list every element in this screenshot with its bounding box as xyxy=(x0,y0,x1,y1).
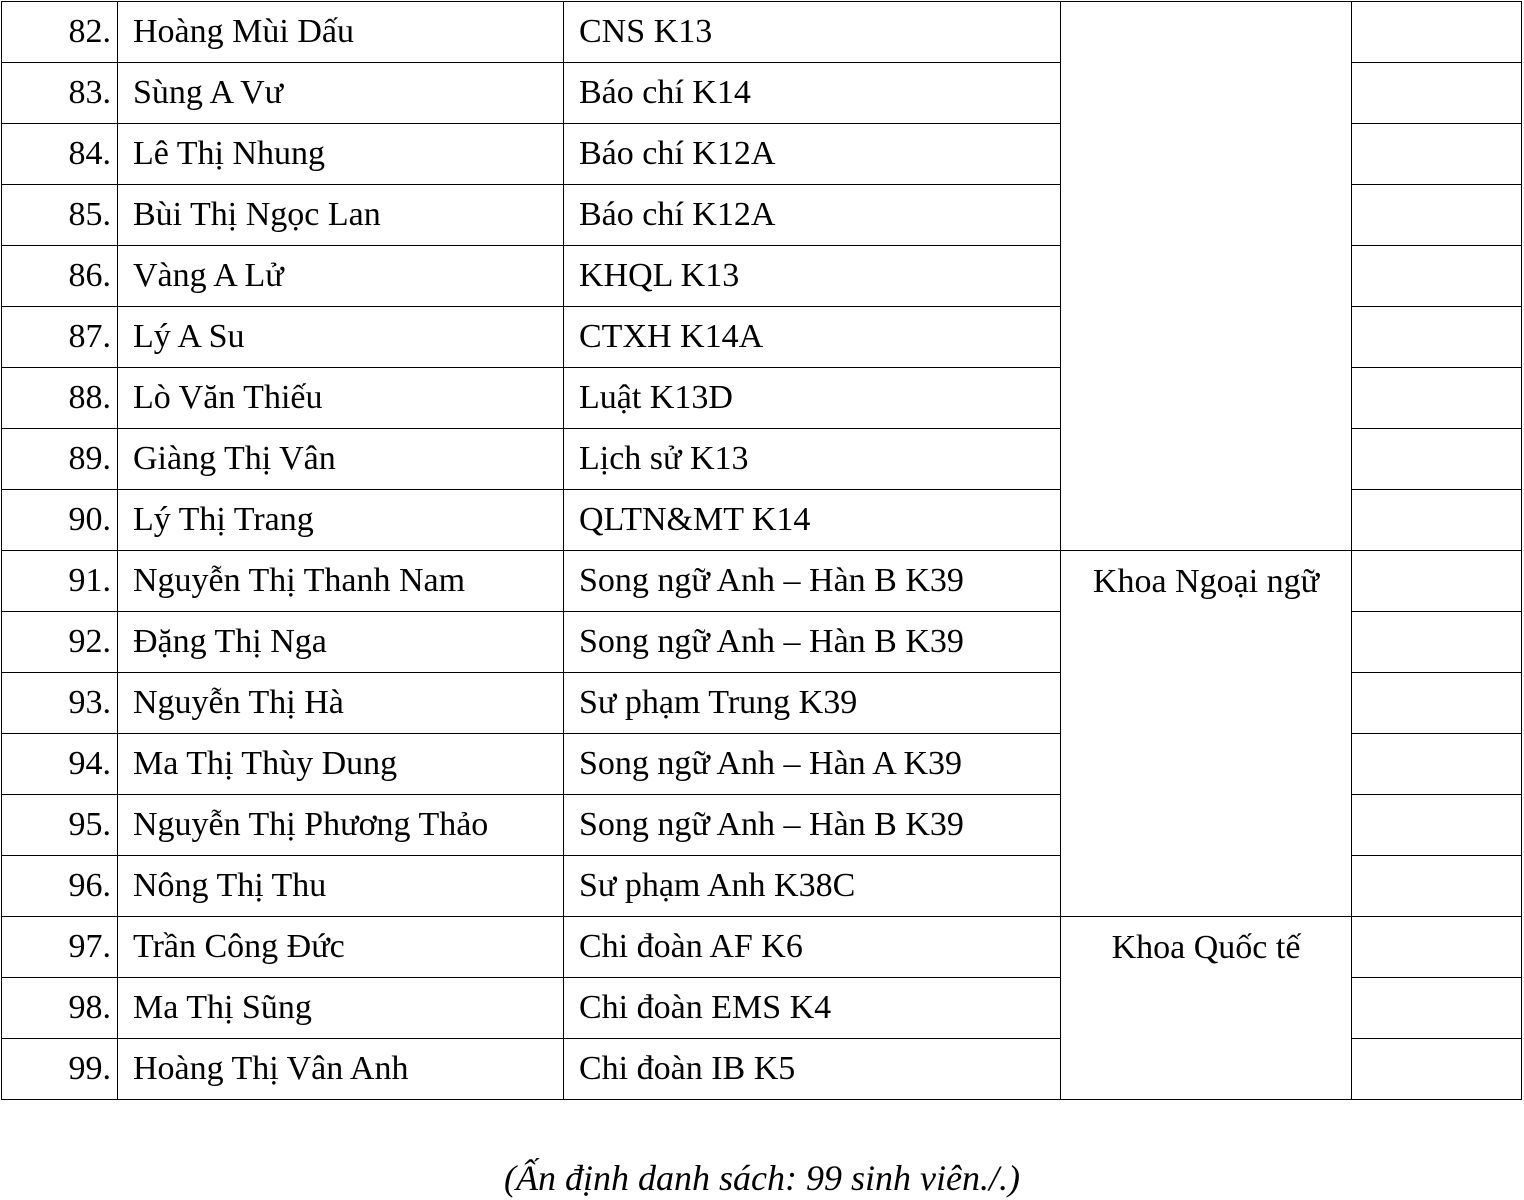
row-number: 83. xyxy=(2,63,118,124)
row-number: 99. xyxy=(2,1039,118,1100)
student-name: Vàng A Lử xyxy=(118,246,564,307)
unit-international: Khoa Quốc tế xyxy=(1061,917,1352,1100)
student-name: Ma Thị Thùy Dung xyxy=(118,734,564,795)
note-cell xyxy=(1352,307,1522,368)
class-name: Sư phạm Trung K39 xyxy=(564,673,1061,734)
note-cell xyxy=(1352,185,1522,246)
note-cell xyxy=(1352,673,1522,734)
row-number: 88. xyxy=(2,368,118,429)
note-cell xyxy=(1352,63,1522,124)
row-number: 86. xyxy=(2,246,118,307)
table-row xyxy=(2,551,1522,612)
row-number: 97. xyxy=(2,917,118,978)
row-number: 89. xyxy=(2,429,118,490)
student-name: Nguyễn Thị Hà xyxy=(118,673,564,734)
class-name: Sư phạm Anh K38C xyxy=(564,856,1061,917)
note-cell xyxy=(1352,917,1522,978)
class-name: Song ngữ Anh – Hàn A K39 xyxy=(564,734,1061,795)
row-number: 85. xyxy=(2,185,118,246)
student-name: Bùi Thị Ngọc Lan xyxy=(118,185,564,246)
note-cell xyxy=(1352,2,1522,63)
class-name: CNS K13 xyxy=(564,2,1061,63)
row-number: 96. xyxy=(2,856,118,917)
row-number: 92. xyxy=(2,612,118,673)
class-name: Song ngữ Anh – Hàn B K39 xyxy=(564,612,1061,673)
table-row xyxy=(2,2,1522,63)
student-name: Nguyễn Thị Phương Thảo xyxy=(118,795,564,856)
note-cell xyxy=(1352,246,1522,307)
student-name: Nguyễn Thị Thanh Nam xyxy=(118,551,564,612)
student-name: Nông Thị Thu xyxy=(118,856,564,917)
student-name: Lò Văn Thiếu xyxy=(118,368,564,429)
student-name: Sùng A Vư xyxy=(118,63,564,124)
class-name: QLTN&MT K14 xyxy=(564,490,1061,551)
note-cell xyxy=(1352,429,1522,490)
note-cell xyxy=(1352,795,1522,856)
class-name: Song ngữ Anh – Hàn B K39 xyxy=(564,795,1061,856)
row-number: 87. xyxy=(2,307,118,368)
row-number: 98. xyxy=(2,978,118,1039)
student-name: Giàng Thị Vân xyxy=(118,429,564,490)
class-name: CTXH K14A xyxy=(564,307,1061,368)
student-name: Hoàng Mùi Dấu xyxy=(118,2,564,63)
unit-foreign-languages: Khoa Ngoại ngữ xyxy=(1061,551,1352,917)
student-name: Lý A Su xyxy=(118,307,564,368)
row-number: 84. xyxy=(2,124,118,185)
class-name: Báo chí K14 xyxy=(564,63,1061,124)
note-cell xyxy=(1352,124,1522,185)
row-number: 91. xyxy=(2,551,118,612)
table-row xyxy=(2,917,1522,978)
class-name: KHQL K13 xyxy=(564,246,1061,307)
note-cell xyxy=(1352,856,1522,917)
note-cell xyxy=(1352,612,1522,673)
class-name: Chi đoàn IB K5 xyxy=(564,1039,1061,1100)
row-number: 93. xyxy=(2,673,118,734)
student-name: Trần Công Đức xyxy=(118,917,564,978)
row-number: 82. xyxy=(2,2,118,63)
student-name: Hoàng Thị Vân Anh xyxy=(118,1039,564,1100)
note-cell xyxy=(1352,490,1522,551)
note-cell xyxy=(1352,978,1522,1039)
note-cell xyxy=(1352,368,1522,429)
row-number: 90. xyxy=(2,490,118,551)
unit-cell-empty xyxy=(1061,2,1352,551)
student-name: Ma Thị Sũng xyxy=(118,978,564,1039)
row-number: 94. xyxy=(2,734,118,795)
list-count-note: (Ấn định danh sách: 99 sinh viên./.) xyxy=(504,1158,1020,1198)
student-list-table xyxy=(1,1,1522,1100)
note-cell xyxy=(1352,551,1522,612)
class-name: Báo chí K12A xyxy=(564,124,1061,185)
student-name: Đặng Thị Nga xyxy=(118,612,564,673)
class-name: Chi đoàn EMS K4 xyxy=(564,978,1061,1039)
student-name: Lý Thị Trang xyxy=(118,490,564,551)
note-cell xyxy=(1352,1039,1522,1100)
class-name: Báo chí K12A xyxy=(564,185,1061,246)
class-name: Song ngữ Anh – Hàn B K39 xyxy=(564,551,1061,612)
note-cell xyxy=(1352,734,1522,795)
student-name: Lê Thị Nhung xyxy=(118,124,564,185)
class-name: Chi đoàn AF K6 xyxy=(564,917,1061,978)
row-number: 95. xyxy=(2,795,118,856)
class-name: Luật K13D xyxy=(564,368,1061,429)
class-name: Lịch sử K13 xyxy=(564,429,1061,490)
